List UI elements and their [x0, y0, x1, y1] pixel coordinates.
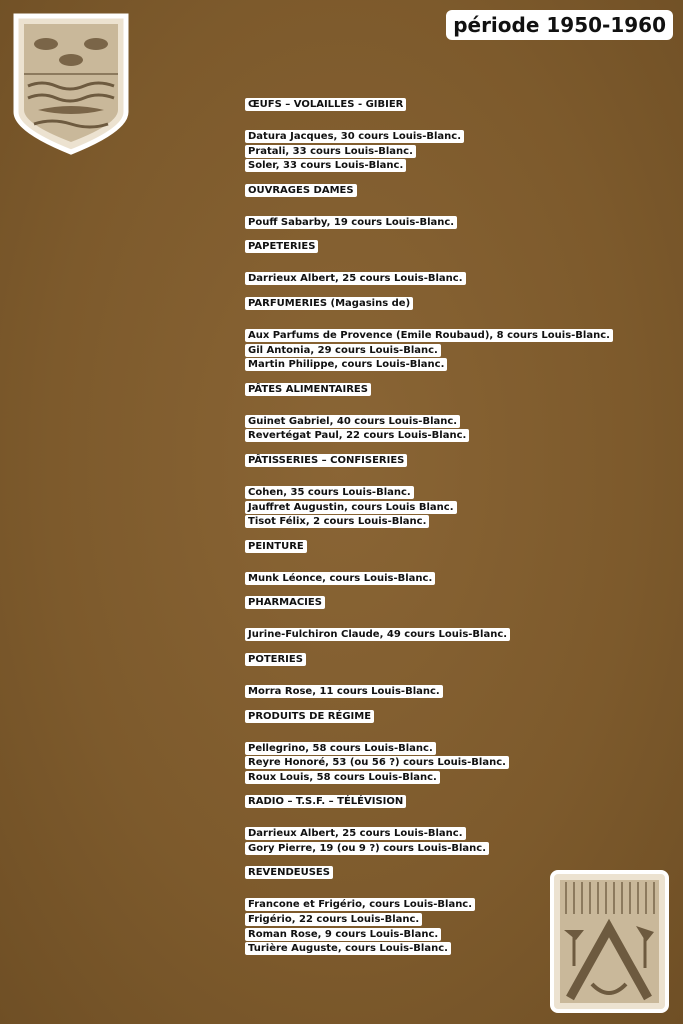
- section-heading: PARFUMERIES (Magasins de): [245, 297, 413, 310]
- directory-entry: Pouff Sabarby, 19 cours Louis-Blanc.: [245, 216, 457, 229]
- section-heading: ŒUFS – VOLAILLES - GIBIER: [245, 98, 406, 111]
- entry-list: [248, 480, 668, 528]
- directory-entry: Jauffret Augustin, cours Louis Blanc.: [245, 501, 457, 514]
- coat-of-arms-left: [12, 12, 130, 156]
- directory-section: [248, 860, 668, 955]
- section-heading: REVENDEUSES: [245, 866, 333, 879]
- section-heading: PAPETERIES: [245, 240, 318, 253]
- directory-entry: Pratali, 33 cours Louis-Blanc.: [245, 145, 416, 158]
- section-heading: PÂTES ALIMENTAIRES: [245, 383, 371, 396]
- section-heading: RADIO – T.S.F. – TÉLÉVISION: [245, 795, 406, 808]
- directory-entry: Cohen, 35 cours Louis-Blanc.: [245, 486, 414, 499]
- directory-entry: Revertégat Paul, 22 cours Louis-Blanc.: [245, 429, 469, 442]
- entry-list: [248, 409, 668, 442]
- entry-list: [248, 736, 668, 783]
- entry-list: [248, 210, 668, 228]
- directory-section: [248, 92, 668, 172]
- section-heading: POTERIES: [245, 653, 306, 666]
- directory-section: [248, 291, 668, 371]
- directory-section: [248, 178, 668, 228]
- business-directory: [248, 92, 668, 961]
- section-heading: PÂTISSERIES – CONFISERIES: [245, 454, 407, 467]
- directory-entry: Frigério, 22 cours Louis-Blanc.: [245, 913, 422, 926]
- entry-list: [248, 622, 668, 641]
- entry-list: [248, 821, 668, 854]
- directory-entry: Tisot Félix, 2 cours Louis-Blanc.: [245, 515, 429, 528]
- directory-section: [248, 647, 668, 697]
- directory-entry: Munk Léonce, cours Louis-Blanc.: [245, 572, 435, 585]
- directory-entry: Francone et Frigério, cours Louis-Blanc.: [245, 898, 475, 911]
- directory-section: [248, 534, 668, 584]
- directory-entry: Guinet Gabriel, 40 cours Louis-Blanc.: [245, 415, 460, 428]
- directory-entry: Roman Rose, 9 cours Louis-Blanc.: [245, 928, 441, 941]
- directory-entry: Gory Pierre, 19 (ou 9 ?) cours Louis-Blanc.: [245, 842, 489, 855]
- directory-entry: Turière Auguste, cours Louis-Blanc.: [245, 942, 451, 955]
- directory-entry: Roux Louis, 58 cours Louis-Blanc.: [245, 771, 440, 784]
- directory-section: [248, 234, 668, 285]
- directory-section: [248, 377, 668, 442]
- directory-entry: Datura Jacques, 30 cours Louis-Blanc.: [245, 130, 464, 143]
- entry-list: [248, 892, 668, 955]
- section-heading: PEINTURE: [245, 540, 307, 553]
- directory-entry: Gil Antonia, 29 cours Louis-Blanc.: [245, 344, 441, 357]
- entry-list: [248, 679, 668, 697]
- directory-entry: Martin Philippe, cours Louis-Blanc.: [245, 358, 447, 371]
- directory-entry: Soler, 33 cours Louis-Blanc.: [245, 159, 406, 172]
- entry-list: [248, 323, 668, 371]
- entry-list: [248, 566, 668, 584]
- section-heading: PRODUITS DE RÉGIME: [245, 710, 374, 723]
- directory-entry: Jurine-Fulchiron Claude, 49 cours Louis-Blanc.: [245, 628, 510, 641]
- directory-entry: Darrieux Albert, 25 cours Louis-Blanc.: [245, 272, 466, 285]
- section-heading: OUVRAGES DAMES: [245, 184, 357, 197]
- section-heading: PHARMACIES: [245, 596, 325, 609]
- directory-entry: Aux Parfums de Provence (Emile Roubaud), 8 cours Louis-Blanc.: [245, 329, 613, 342]
- entry-list: [248, 124, 668, 172]
- directory-section: [248, 448, 668, 528]
- directory-section: [248, 789, 668, 854]
- entry-list: [248, 266, 668, 285]
- directory-entry: Reyre Honoré, 53 (ou 56 ?) cours Louis-Blanc.: [245, 756, 509, 769]
- directory-entry: Darrieux Albert, 25 cours Louis-Blanc.: [245, 827, 466, 840]
- directory-entry: Morra Rose, 11 cours Louis-Blanc.: [245, 685, 443, 698]
- directory-entry: Pellegrino, 58 cours Louis-Blanc.: [245, 742, 436, 755]
- period-label: période 1950-1960: [448, 12, 671, 38]
- directory-section: [248, 704, 668, 783]
- directory-section: [248, 590, 668, 641]
